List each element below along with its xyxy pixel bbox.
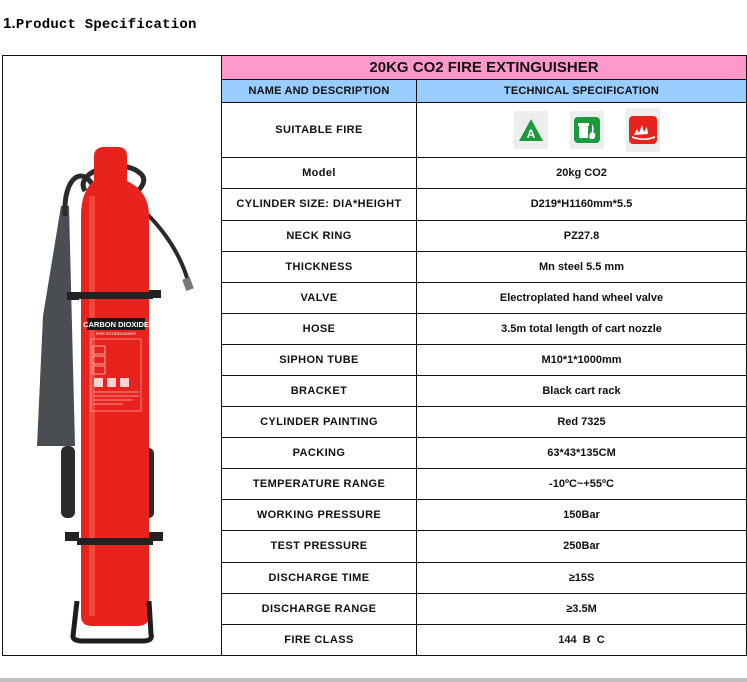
row-value: Black cart rack xyxy=(417,375,747,406)
row-label: WORKING PRESSURE xyxy=(222,500,417,531)
row-value: 144 B C xyxy=(417,624,747,655)
product-image-cell xyxy=(3,56,222,656)
row-label: BRACKET xyxy=(222,375,417,406)
row-value: PZ27.8 xyxy=(417,220,747,251)
section-title-text: Product Specification xyxy=(15,17,197,33)
spec-table xyxy=(2,55,747,656)
row-label: THICKNESS xyxy=(222,251,417,282)
row-value: Mn steel 5.5 mm xyxy=(417,251,747,282)
class-a-fire-icon xyxy=(514,111,548,149)
row-value: -10ºC~+55ºC xyxy=(417,469,747,500)
row-label: TEMPERATURE RANGE xyxy=(222,469,417,500)
row-value: M10*1*1000mm xyxy=(417,344,747,375)
row-label: Model xyxy=(222,158,417,189)
upper-bracket-band-icon xyxy=(77,292,153,299)
row-value: Red 7325 xyxy=(417,407,747,438)
bottom-divider xyxy=(0,678,747,682)
row-label: CYLINDER SIZE: DIA*HEIGHT xyxy=(222,189,417,220)
header-technical-specification: TECHNICAL SPECIFICATION xyxy=(417,80,747,103)
row-label: CYLINDER PAINTING xyxy=(222,407,417,438)
row-value: ≥3.5M xyxy=(417,593,747,624)
row-label: FIRE CLASS xyxy=(222,624,417,655)
row-value: Electroplated hand wheel valve xyxy=(417,282,747,313)
row-label: PACKING xyxy=(222,438,417,469)
row-value: 20kg CO2 xyxy=(417,158,747,189)
row-value: 3.5m total length of cart nozzle xyxy=(417,313,747,344)
row-value: 63*43*135CM xyxy=(417,438,747,469)
discharge-horn-icon xyxy=(37,206,75,446)
row-label: NECK RING xyxy=(222,220,417,251)
section-number: 1. xyxy=(3,15,16,32)
section-title xyxy=(3,15,197,33)
suitable-fire-icons-cell xyxy=(417,103,747,158)
wheel-left-icon xyxy=(61,446,75,518)
table-title: 20KG CO2 FIRE EXTINGUISHER xyxy=(222,56,747,80)
row-label: SUITABLE FIRE xyxy=(222,103,417,158)
class-b-flammable-liquid-fire-icon xyxy=(626,108,660,152)
row-label: HOSE xyxy=(222,313,417,344)
row-label: DISCHARGE RANGE xyxy=(222,593,417,624)
extinguisher-label-title: CARBON DIOXIDE xyxy=(83,320,149,329)
row-label: TEST PRESSURE xyxy=(222,531,417,562)
row-value: ≥15S xyxy=(417,562,747,593)
svg-text:A: A xyxy=(526,127,535,142)
class-e-electrical-fire-icon xyxy=(570,111,604,149)
row-value: 150Bar xyxy=(417,500,747,531)
row-label: SIPHON TUBE xyxy=(222,344,417,375)
row-label: VALVE xyxy=(222,282,417,313)
row-label: DISCHARGE TIME xyxy=(222,562,417,593)
row-value: 250Bar xyxy=(417,531,747,562)
extinguisher-label-subtitle: FIRE EXTINGUISHER xyxy=(95,331,137,336)
lower-bracket-band-icon xyxy=(77,538,153,545)
title-row xyxy=(3,56,747,80)
header-name-description: NAME AND DESCRIPTION xyxy=(222,80,417,103)
co2-extinguisher-image xyxy=(3,56,222,656)
row-value: D219*H1160mm*5.5 xyxy=(417,189,747,220)
